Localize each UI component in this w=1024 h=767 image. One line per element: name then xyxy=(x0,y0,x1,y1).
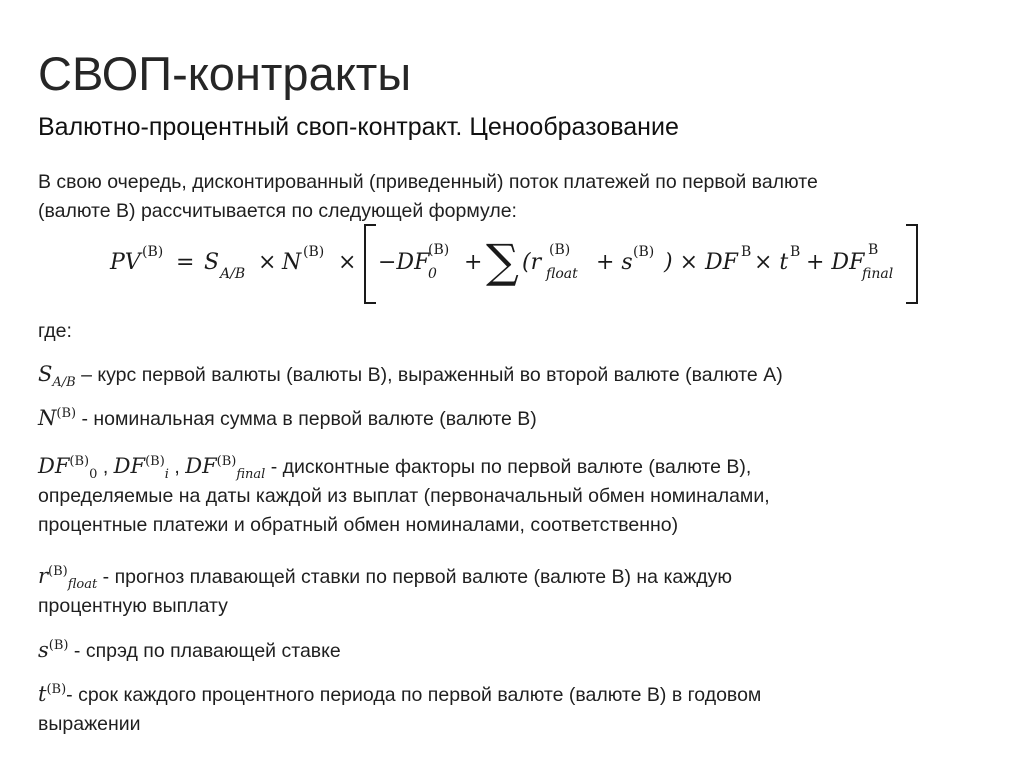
symbol-df0: $DF^{(B)}_0$ xyxy=(38,454,98,483)
intro-line-2: (валюте В) рассчитывается по следующей формуле: xyxy=(38,200,517,222)
symbol-r-float: $r^{(B)}_{float}$ xyxy=(38,564,98,593)
symbol-s-ab: $S_{A/B}$ xyxy=(38,362,76,391)
formula-df0-superscript: (B) xyxy=(428,242,450,258)
definition-spread-text: - спрэд по плавающей ставке xyxy=(68,640,341,662)
formula-dffinal-subscript: final xyxy=(862,266,894,282)
formula-equals: = xyxy=(176,250,195,275)
symbol-dfi: $DF^{(B)}_i$ xyxy=(113,454,169,483)
formula-sigma-icon: ∑ xyxy=(486,234,519,288)
intro-line-1: В свою очередь, дисконтированный (приведенный) поток платежей по первой валюте xyxy=(38,171,818,193)
definition-t-text-1: - срок каждого процентного периода по первой валюте (валюте В) в годовом xyxy=(66,684,762,706)
formula-df0-subscript: 0 xyxy=(428,266,437,282)
definition-s-ab xyxy=(38,360,996,390)
definition-n xyxy=(38,404,996,434)
slide-title: СВОП-контракты xyxy=(38,47,412,100)
formula-r-subscript: float xyxy=(546,266,578,282)
symbol-t: $t^{(B)}$ xyxy=(38,682,67,706)
formula-times-2: × xyxy=(338,250,357,275)
formula-s-subscript: A/B xyxy=(220,266,246,282)
formula-plus-df-final: + DF xyxy=(806,250,865,275)
formula-times-t: × t xyxy=(754,250,789,275)
definition-spread xyxy=(38,636,996,666)
slide-subtitle: Валютно-процентный своп-контракт. Ценообразование xyxy=(38,113,679,141)
formula-r-superscript: (B) xyxy=(549,242,571,258)
symbol-separator: , xyxy=(168,456,186,478)
definition-r-float-text-1: - прогноз плавающей ставки по первой валюте (валюте В) на каждую xyxy=(97,566,733,588)
formula-pv-superscript: (B) xyxy=(142,244,164,260)
formula-s: S xyxy=(204,250,220,275)
formula-left-bracket xyxy=(364,224,376,304)
formula-s-superscript: (B) xyxy=(633,244,655,260)
definition-n-text: - номинальная сумма в первой валюте (валюте В) xyxy=(76,408,537,430)
symbol-separator: , xyxy=(97,456,114,478)
definition-df-text-3: процентные платежи и обратный обмен номиналами, соответственно) xyxy=(38,514,679,536)
formula-dffinal-superscript: B xyxy=(868,242,879,258)
formula-plus-s: + s xyxy=(596,250,633,275)
definition-df-text-2: определяемые на даты каждой из выплат (первоначальный обмен номиналами, xyxy=(38,485,770,507)
formula-plus-1: + xyxy=(464,250,483,275)
definition-r-float-text-2: процентную выплату xyxy=(38,595,228,617)
definition-t-text-2: выражении xyxy=(38,713,141,735)
formula-open-paren-r: (r xyxy=(522,250,542,275)
formula-times-1: × xyxy=(258,250,277,275)
formula-minus-df: −DF xyxy=(378,250,430,275)
definition-s-ab-text: – курс первой валюты (валюты В), выраженный во второй валюте (валюте А) xyxy=(75,364,783,386)
where-label: где: xyxy=(38,320,72,342)
formula-close-times-df: ) × DF xyxy=(664,250,738,275)
definition-r-float xyxy=(38,562,996,621)
formula-df-superscript: B xyxy=(741,244,752,260)
formula-n-superscript: (B) xyxy=(303,244,325,260)
formula-t-superscript: B xyxy=(790,244,801,260)
symbol-n: $N^{(B)}$ xyxy=(38,406,77,430)
formula-pv: PV xyxy=(110,250,141,275)
pv-formula xyxy=(0,0,1024,320)
formula-n: N xyxy=(282,250,302,275)
formula-right-bracket xyxy=(906,224,918,304)
definition-t xyxy=(38,680,996,739)
definition-discount-factors xyxy=(38,452,996,540)
symbol-dffinal: $DF^{(B)}_{final}$ xyxy=(185,454,266,483)
definition-df-text-1: - дисконтные факторы по первой валюте (валюте В), xyxy=(265,456,752,478)
symbol-s: $s^{(B)}$ xyxy=(38,638,69,662)
